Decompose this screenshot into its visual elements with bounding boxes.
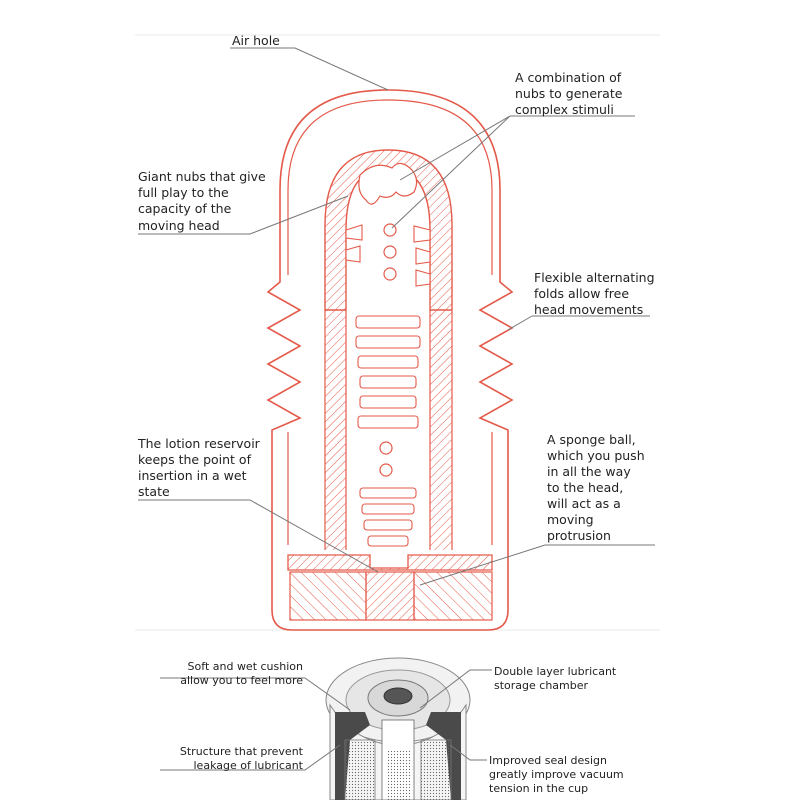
label-cushion-2: allow you to feel more	[180, 674, 303, 687]
stippled-right	[421, 740, 451, 800]
label-folds-2: folds allow free	[534, 286, 630, 301]
label-lotion-1: The lotion reservoir	[138, 436, 260, 451]
label-air-hole: Air hole	[232, 33, 280, 48]
label-seal-1: Improved seal design	[489, 754, 607, 767]
sleeve-wall-left	[325, 310, 346, 550]
base-flange	[288, 555, 492, 570]
label-lotion-2: keeps the point of	[138, 452, 251, 467]
nub-holes	[380, 224, 396, 476]
opening	[384, 688, 412, 704]
cap-hatch-left	[290, 572, 366, 620]
label-giant-nubs-3: capacity of the	[138, 201, 232, 216]
cup-cross-section	[268, 90, 512, 630]
label-sponge-5: will act as a	[547, 496, 621, 511]
bottom-illustration	[326, 658, 470, 800]
lotion-reservoir	[366, 572, 414, 620]
label-sponge-2: which you push	[547, 448, 645, 463]
labels-top	[137, 33, 655, 543]
label-lotion-4: state	[138, 484, 170, 499]
label-seal-2: greatly improve vacuum	[489, 768, 624, 781]
label-sponge-6: moving	[547, 512, 594, 527]
label-sponge-3: in all the way	[547, 464, 631, 479]
label-nubs-combo-2: nubs to generate	[515, 86, 623, 101]
label-lotion-3: insertion in a wet	[138, 468, 247, 483]
label-structure-2: leakage of lubricant	[193, 759, 303, 772]
label-folds-1: Flexible alternating	[534, 270, 655, 285]
label-sponge-1: A sponge ball,	[547, 432, 636, 447]
stippled-left	[345, 740, 375, 800]
cap-hatch-right	[414, 572, 492, 620]
label-giant-nubs-4: moving head	[138, 218, 220, 233]
label-giant-nubs-1: Giant nubs that give	[138, 169, 266, 184]
label-seal-3: tension in the cup	[489, 782, 589, 795]
channel-ridges	[356, 316, 420, 546]
label-cushion-1: Soft and wet cushion	[187, 660, 303, 673]
sleeve-wall-right	[430, 310, 452, 550]
core-dots	[386, 750, 410, 800]
label-folds-3: head movements	[534, 302, 644, 317]
label-double-layer-2: storage chamber	[494, 679, 589, 692]
label-structure-1: Structure that prevent	[179, 745, 303, 758]
top-nubs	[359, 163, 417, 204]
label-nubs-combo-3: complex stimuli	[515, 102, 614, 117]
label-sponge-4: to the head,	[547, 480, 624, 495]
label-sponge-7: protrusion	[547, 528, 611, 543]
label-giant-nubs-2: full play to the	[138, 185, 229, 200]
label-double-layer-1: Double layer lubricant	[494, 665, 617, 678]
label-nubs-combo-1: A combination of	[515, 70, 622, 85]
